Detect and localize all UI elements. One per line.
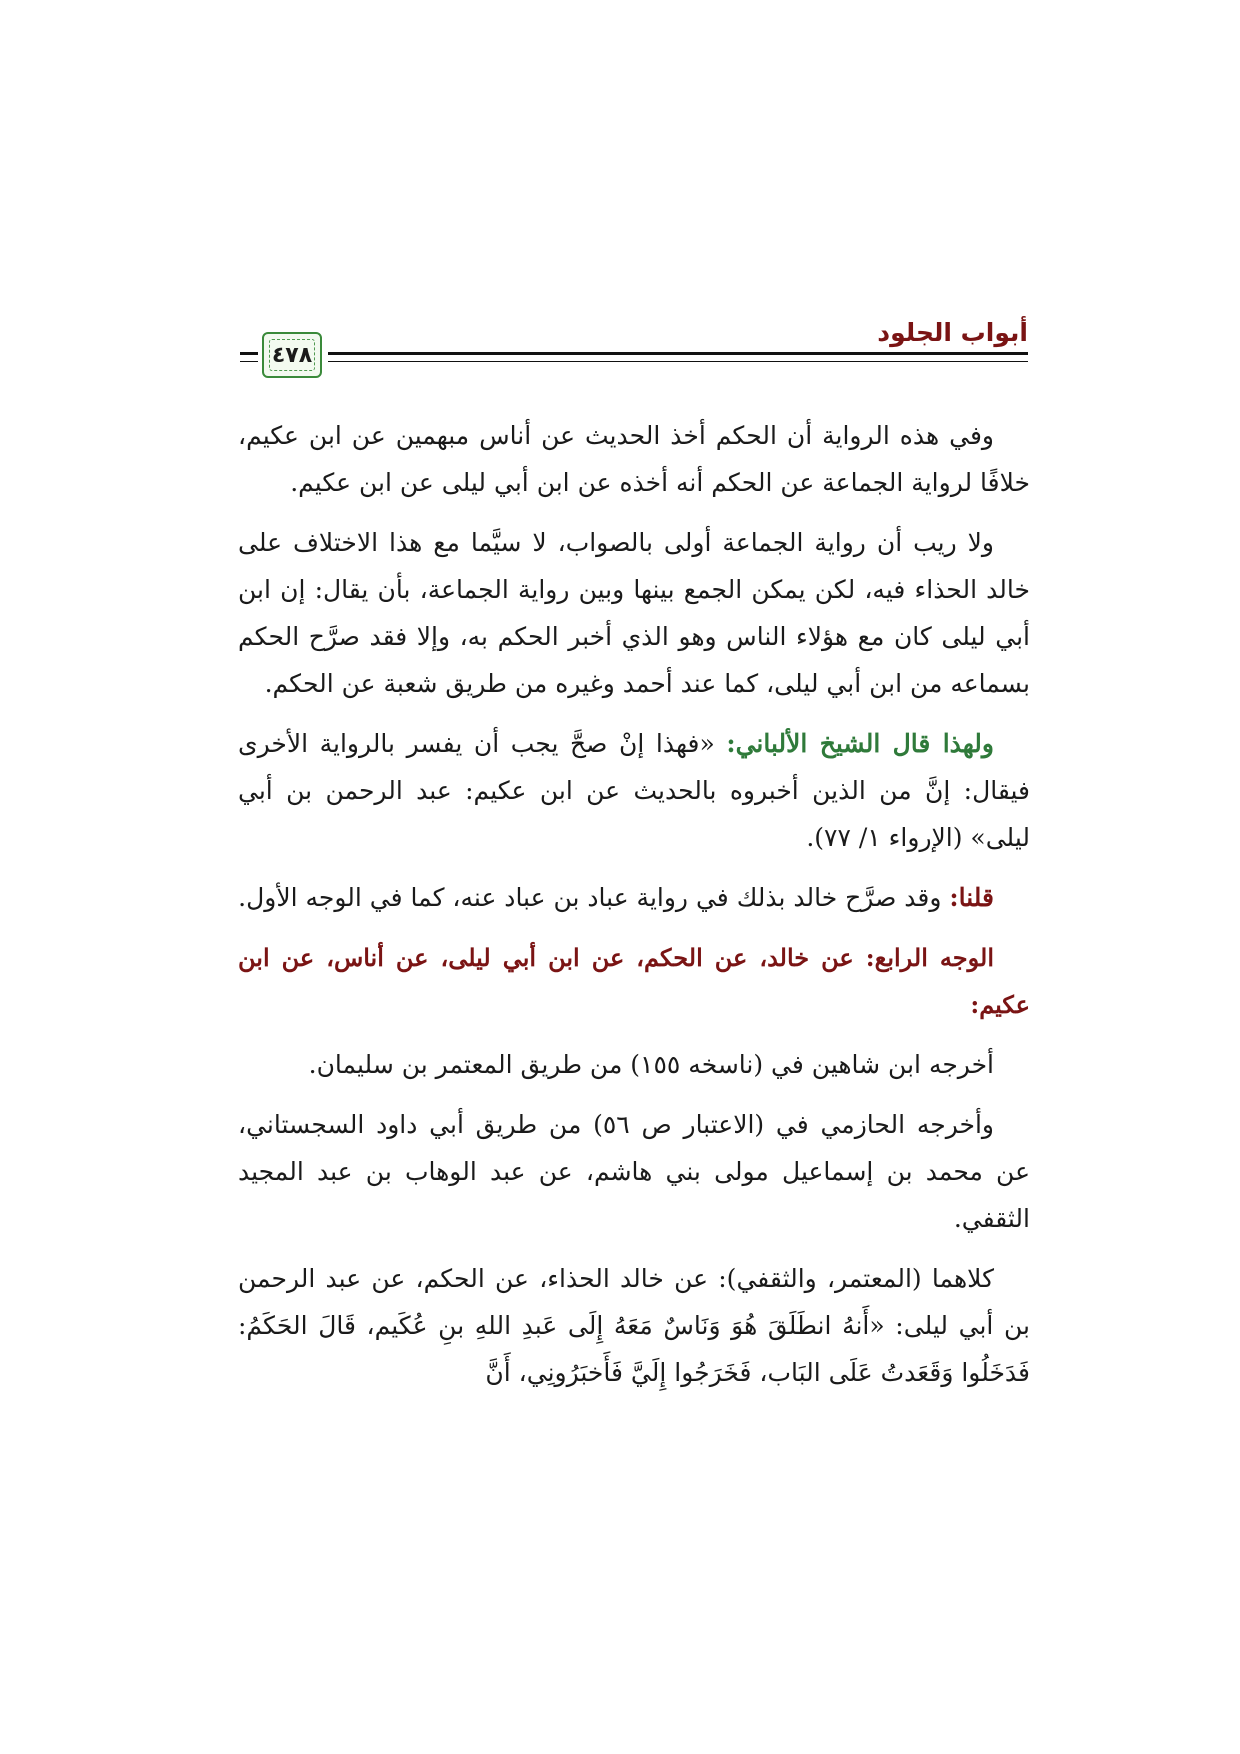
paragraph (238, 874, 1030, 921)
paragraph-text: وأخرجه الحازمي في (الاعتبار ص ٥٦) من طريق أبي داود السجستاني، عن محمد بن إسماعيل مولى بني هاشم، عن عبد الوهاب بن عبد المجيد الثقفي. (238, 1110, 1030, 1233)
header-rule-thick (328, 352, 1028, 355)
paragraph-text: وفي هذه الرواية أن الحكم أخذ الحديث عن أناس مبهمين عن ابن عكيم، خلافًا لرواية الجماعة عن الحكم أنه أخذه عن ابن أبي ليلى عن ابن عكيم. (238, 421, 1030, 497)
reply-label: قلنا: (949, 883, 994, 912)
header-rule-stub (240, 352, 258, 355)
paragraph-text: أخرجه ابن شاهين في (ناسخه ١٥٥) من طريق المعتمر بن سليمان. (308, 1050, 994, 1079)
header-rule-stub (240, 361, 258, 362)
paragraph (238, 1101, 1030, 1242)
section-heading: الوجه الرابع: عن خالد، عن الحكم، عن ابن أبي ليلى، عن أناس، عن ابن عكيم: (238, 943, 1030, 1019)
paragraph-text: وقد صرَّح خالد بذلك في رواية عباد بن عباد عنه، كما في الوجه الأول. (238, 883, 950, 912)
quote-label: ولهذا قال الشيخ الألباني: (726, 729, 994, 758)
paragraph-text: ولا ريب أن رواية الجماعة أولى بالصواب، لا سيَّما مع هذا الاختلاف على خالد الحذاء فيه، لكن يمكن الجمع بينها وبين رواية الجماعة، بأن يقال: إن ابن أبي ليلى كان مع هؤلاء الناس وهو الذي أخبر الحكم به، وإلا فقد صرَّح الحكم بسماعه من ابن أبي ليلى، كما عند أحمد وغيره من طريق شعبة عن الحكم. (238, 528, 1030, 698)
page-number-frame (269, 339, 315, 371)
page-number-badge (262, 332, 322, 378)
page-body (238, 412, 1030, 1409)
paragraph-text: «فهذا إنْ صحَّ يجب أن يفسر بالرواية الأخرى فيقال: إنَّ من الذين أخبروه بالحديث عن ابن عكيم: عبد الرحمن بن أبي ليلى» (الإرواء ١/ ٧٧). (238, 729, 1030, 852)
paragraph (238, 519, 1030, 707)
header-rule-thin (328, 361, 1028, 362)
paragraph (238, 1255, 1030, 1396)
page-header (240, 318, 1028, 392)
paragraph (238, 412, 1030, 506)
paragraph (238, 1041, 1030, 1088)
page-number: ٤٧٨ (271, 342, 313, 368)
paragraph (238, 720, 1030, 861)
paragraph-text: كلاهما (المعتمر، والثقفي): عن خالد الحذاء، عن الحكم، عن عبد الرحمن بن أبي ليلى: «أَنهُ انطَلَقَ هُوَ وَنَاسٌ مَعَهُ إِلَى عَبدِ اللهِ بنِ عُكَيم، قَالَ الحَكَمُ: فَدَخَلُوا وَقَعَدتُ عَلَى البَاب، فَخَرَجُوا إِلَيَّ فَأَخبَرُونِي، أَنَّ (238, 1264, 1030, 1387)
running-title: أبواب الجلود (877, 318, 1028, 347)
